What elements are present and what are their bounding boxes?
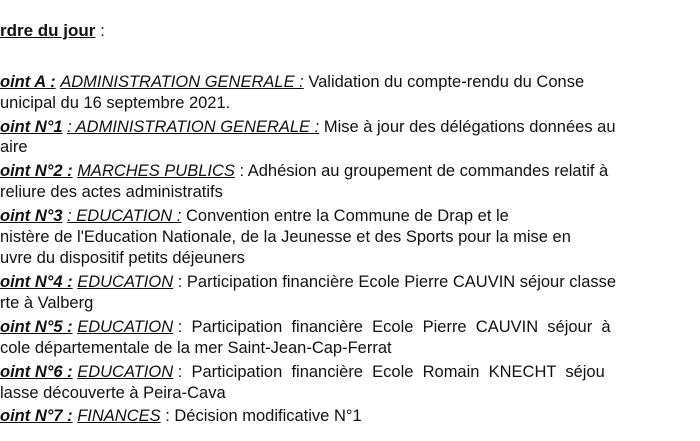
point-label: oint N°2 : xyxy=(0,162,73,180)
section-label: EDUCATION xyxy=(77,273,174,291)
agenda-item-3-line-1 xyxy=(0,206,509,226)
item-text: lasse découverte à Peira-Cava xyxy=(0,384,226,402)
item-text: : Participation financière Ecole Pierre CAUVIN séjour à xyxy=(173,318,611,336)
agenda-item-2-line-1 xyxy=(0,161,608,181)
agenda-heading-colon: : xyxy=(95,21,105,40)
item-text: cole départementale de la mer Saint-Jean-Cap-Ferrat xyxy=(0,339,392,357)
agenda-item-6-line-1 xyxy=(0,362,605,382)
item-text: unicipal du 16 septembre 2021. xyxy=(0,94,231,112)
agenda-item-a-line-1 xyxy=(0,72,584,92)
point-label: oint N°6 : xyxy=(0,363,73,381)
point-label: oint N°1 xyxy=(0,118,63,136)
agenda-item-1-line-1 xyxy=(0,117,616,137)
agenda-item-5-line-1 xyxy=(0,317,611,337)
agenda-item-4-line-1 xyxy=(0,272,616,292)
section-label: MARCHES PUBLICS xyxy=(77,162,235,180)
section-label: FINANCES xyxy=(77,407,161,425)
point-label: oint A : xyxy=(0,73,56,91)
agenda-item-3-line-2 xyxy=(0,227,571,247)
section-label: : EDUCATION : xyxy=(67,207,182,225)
agenda-item-5-line-2 xyxy=(0,338,392,358)
item-text: : Adhésion au groupement de commandes relatif à xyxy=(234,162,609,180)
point-label: oint N°5 : xyxy=(0,318,73,336)
agenda-item-6-line-2 xyxy=(0,383,226,403)
point-label: oint N°4 : xyxy=(0,273,73,291)
item-text: reliure des actes administratifs xyxy=(0,183,223,201)
agenda-item-7-line-1 xyxy=(0,406,362,426)
point-label: oint N°3 xyxy=(0,207,63,225)
agenda-item-4-line-2 xyxy=(0,293,93,313)
item-text: Mise à jour des délégations données au xyxy=(319,118,616,136)
agenda-heading-title: rdre du jour xyxy=(0,21,96,40)
item-text: aire xyxy=(0,138,28,156)
item-text: rte à Valberg xyxy=(0,294,94,312)
section-label: : ADMINISTRATION GENERALE : xyxy=(67,118,320,136)
agenda-heading xyxy=(0,21,105,41)
item-text: Convention entre la Commune de Drap et le xyxy=(181,207,509,225)
agenda-item-a-line-2 xyxy=(0,93,230,113)
item-text: : Décision modificative N°1 xyxy=(160,407,362,425)
section-label: EDUCATION xyxy=(77,363,174,381)
section-label: ADMINISTRATION GENERALE : xyxy=(60,73,304,91)
agenda-item-3-line-3 xyxy=(0,248,245,268)
item-text: nistère de l'Education Nationale, de la Jeunesse et des Sports pour la mise en xyxy=(0,228,571,246)
section-label: EDUCATION xyxy=(77,318,174,336)
item-text: : Participation financière Ecole Romain KNECHT séjou xyxy=(173,363,605,381)
agenda-item-2-line-2 xyxy=(0,182,223,202)
item-text: uvre du dispositif petits déjeuners xyxy=(0,249,245,267)
item-text: Validation du compte-rendu du Conse xyxy=(303,73,585,91)
item-text: : Participation financière Ecole Pierre CAUVIN séjour classe xyxy=(173,273,617,291)
agenda-item-1-line-2 xyxy=(0,137,28,157)
point-label: oint N°7 : xyxy=(0,407,73,425)
